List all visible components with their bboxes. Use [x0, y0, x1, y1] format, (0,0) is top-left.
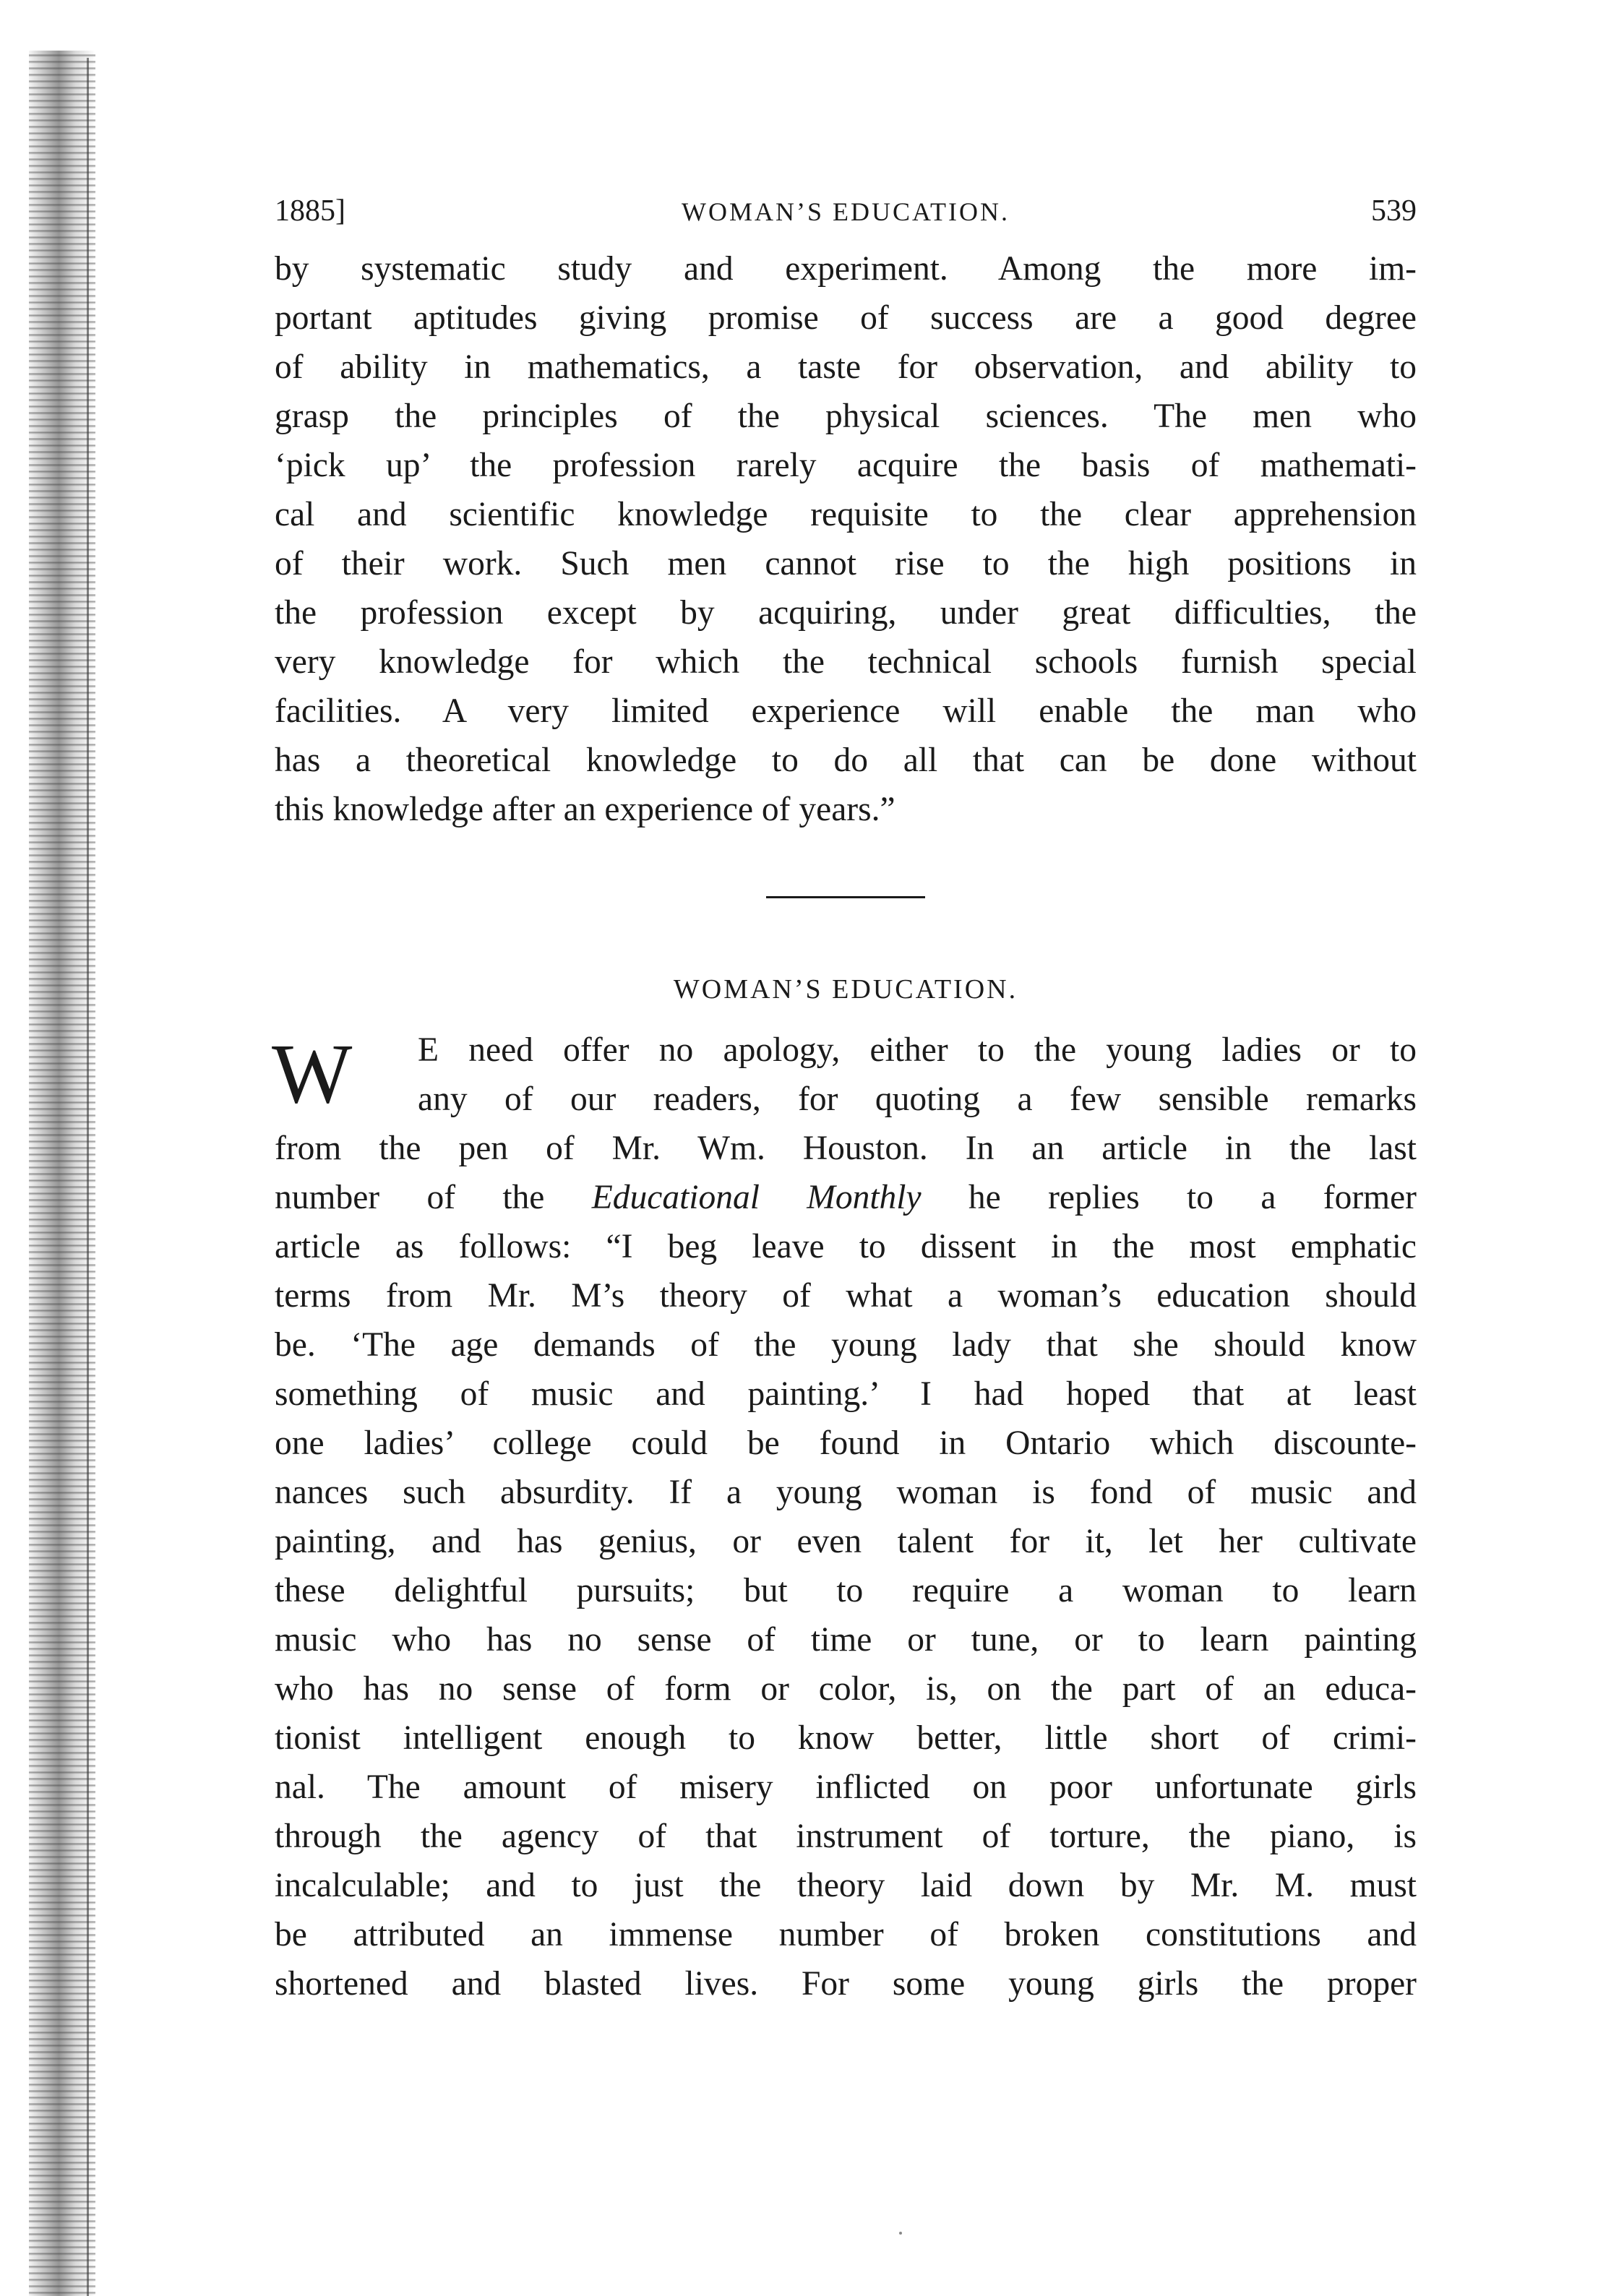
- text-line: tionist intelligent enough to know better, little short of crimi-: [275, 1719, 1417, 1757]
- text-line: who has no sense of form or color, is, on the part of an educa-: [275, 1670, 1417, 1708]
- text-line: these delightful pursuits; but to require a woman to learn: [275, 1572, 1417, 1609]
- text-line: [275, 1173, 1417, 1222]
- book-page: [272, 194, 1417, 2008]
- running-head-year: 1885]: [275, 194, 345, 228]
- text-run: number of the: [275, 1179, 592, 1216]
- text-line: ‘pick up’ the profession rarely acquire the basis of mathemati-: [275, 447, 1417, 484]
- text-line: the profession except by acquiring, under great difficulties, the: [275, 594, 1417, 632]
- text-line: painting, and has genius, or even talent for it, let her cultivate: [275, 1523, 1417, 1560]
- text-line: portant aptitudes giving promise of success are a good degree: [275, 299, 1417, 337]
- text-line: of ability in mathematics, a taste for observation, and ability to: [275, 348, 1417, 386]
- section-divider-rule: [766, 896, 925, 898]
- continued-paragraph: [275, 244, 1417, 834]
- text-line: E need offer no apology, either to the young ladies or to: [418, 1031, 1417, 1069]
- running-head: [275, 194, 1417, 244]
- scanned-binding-edge: [29, 51, 95, 2296]
- text-line: terms from Mr. M’s theory of what a woman’s education should: [275, 1277, 1417, 1315]
- text-line: this knowledge after an experience of years.”: [275, 791, 895, 828]
- text-run: he replies to a former: [921, 1179, 1417, 1216]
- binding-shadow-line: [87, 58, 89, 2296]
- section-heading: WOMAN’S EDUCATION.: [673, 974, 1018, 1005]
- text-line: cal and scientific knowledge requisite to the clear apprehension: [275, 496, 1417, 533]
- text-line: be. ‘The age demands of the young lady that she should know: [275, 1326, 1417, 1364]
- text-line: has a theoretical knowledge to do all that can be done without: [275, 741, 1417, 779]
- text-line: of their work. Such men cannot rise to the high positions in: [275, 545, 1417, 582]
- running-head-title: WOMAN’S EDUCATION.: [682, 197, 1010, 226]
- text-line: by systematic study and experiment. Among the more im-: [275, 250, 1417, 288]
- text-line: through the agency of that instrument of torture, the piano, is: [275, 1818, 1417, 1855]
- scan-speck: [899, 2232, 902, 2235]
- text-line: any of our readers, for quoting a few sensible remarks: [418, 1080, 1417, 1118]
- text-line: nances such absurdity. If a young woman is fond of music and: [275, 1474, 1417, 1511]
- section-paragraph: [272, 1026, 1417, 2008]
- text-line: article as follows: “I beg leave to dissent in the most emphatic: [275, 1228, 1417, 1265]
- text-line: from the pen of Mr. Wm. Houston. In an article in the last: [275, 1130, 1417, 1167]
- drop-cap-letter: W: [272, 1026, 353, 1121]
- text-line: grasp the principles of the physical sciences. The men who: [275, 397, 1417, 435]
- text-line: one ladies’ college could be found in Ontario which discounte-: [275, 1424, 1417, 1462]
- text-line: music who has no sense of time or tune, or to learn painting: [275, 1621, 1417, 1659]
- text-line: facilities. A very limited experience will enable the man who: [275, 692, 1417, 730]
- text-line: nal. The amount of misery inflicted on poor unfortunate girls: [275, 1768, 1417, 1806]
- text-line: shortened and blasted lives. For some young girls the proper: [275, 1965, 1417, 2003]
- text-line: incalculable; and to just the theory laid down by Mr. M. must: [275, 1867, 1417, 1904]
- text-line: be attributed an immense number of broken constitutions and: [275, 1916, 1417, 1953]
- page-number: 539: [1371, 194, 1417, 228]
- italic-journal-title: Educational Monthly: [591, 1179, 922, 1216]
- text-line: something of music and painting.’ I had hoped that at least: [275, 1375, 1417, 1413]
- text-line: very knowledge for which the technical schools furnish special: [275, 643, 1417, 681]
